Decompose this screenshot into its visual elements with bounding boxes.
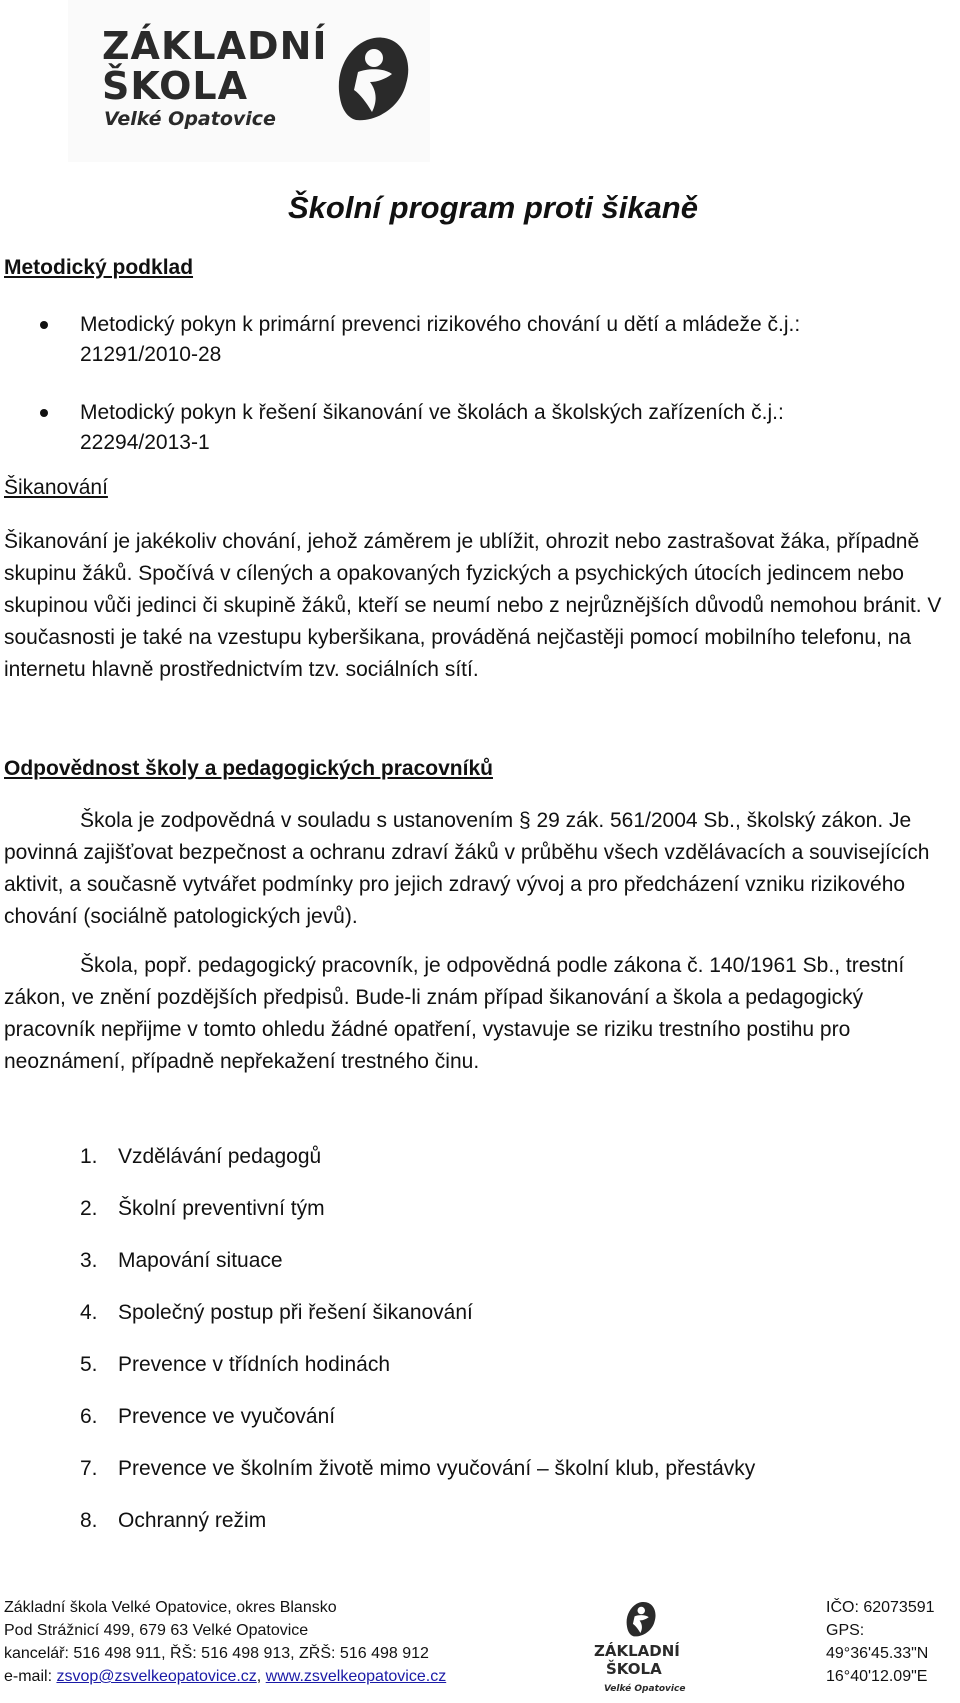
responsibility-paragraph-1: Škola je zodpovědná v souladu s ustanovením § 29 zák. 561/2004 Sb., školský zákon. Je povinná zajišťovat bezpečnost a ochranu zdraví žáků v průběhu všech vzdělávacích a souvisejících aktivit, a současně vytvářet podmínky pro jejich zdravý vývoj a pro předcházení vzniku rizikového chování (sociálně patologických jevů). — [4, 809, 930, 928]
item-text: Prevence ve vyučování — [118, 1405, 336, 1428]
footer-logo-line3: Velké Opatovice — [604, 1684, 686, 1694]
item-number: 3. — [80, 1249, 98, 1272]
item-number: 4. — [80, 1301, 98, 1324]
web-link[interactable]: www.zsvelkeopatovice.cz — [265, 1668, 447, 1685]
methodology-list — [0, 310, 900, 486]
item-number: 5. — [80, 1353, 98, 1376]
footer-address-line2: Pod Strážnicí 499, 679 63 Velké Opatovice — [4, 1622, 309, 1639]
bullet-icon — [40, 409, 48, 417]
item-text: Vzdělávání pedagogů — [118, 1145, 322, 1168]
list-item — [0, 310, 900, 370]
responsibility-heading: Odpovědnost školy a pedagogických pracovníků — [4, 757, 493, 780]
item-number: 1. — [80, 1145, 98, 1168]
link-separator: , — [256, 1668, 266, 1685]
footer-logo-line1: ZÁKLADNÍ — [594, 1642, 680, 1660]
page-title: Školní program proti šikaně — [288, 190, 698, 225]
item-number: 8. — [80, 1509, 98, 1532]
item-line: Metodický pokyn k řešení šikanování ve školách a školských zařízeních č.j.: — [80, 401, 784, 424]
school-logo — [68, 0, 430, 162]
responsibility-paragraph-2: Škola, popř. pedagogický pracovník, je odpovědná podle zákona č. 140/1961 Sb., trestní zákon, ve znění pozdějších předpisů. Bude-li znám případ šikanování a škola a pedagogický pracovník nepřijme v tomto ohledu žádné opatření, vystavuje se riziku trestního postihu pro neoznámení, případně nepřekažení trestného činu. — [4, 954, 905, 1073]
footer-gps-lon: 16°40'12.09"E — [826, 1668, 928, 1685]
item-text: Prevence ve školním životě mimo vyučování – školní klub, přestávky — [118, 1457, 756, 1480]
footer-phones: kancelář: 516 498 911, ŘŠ: 516 498 913, ZŘŠ: 516 498 912 — [4, 1645, 429, 1662]
email-link[interactable]: zsvop@zsvelkeopatovice.cz — [56, 1668, 257, 1685]
item-line: 21291/2010-28 — [80, 343, 222, 366]
page-footer — [0, 1596, 960, 1703]
item-line: 22294/2013-1 — [80, 431, 210, 454]
footer-ico: IČO: 62073591 — [826, 1599, 935, 1616]
bullet-icon — [40, 321, 48, 329]
item-text: Prevence v třídních hodinách — [118, 1353, 390, 1376]
item-number: 7. — [80, 1457, 98, 1480]
item-line: Metodický pokyn k primární prevenci rizikového chování u dětí a mládeže č.j.: — [80, 313, 801, 336]
logo-line3: Velké Opatovice — [104, 108, 276, 130]
footer-logo — [580, 1596, 700, 1700]
bullying-heading: Šikanování — [4, 476, 108, 499]
email-label: e-mail: — [4, 1668, 57, 1685]
methodology-heading: Metodický podklad — [4, 256, 194, 279]
item-number: 6. — [80, 1405, 98, 1428]
item-text: Společný postup při řešení šikanování — [118, 1301, 473, 1324]
footer-gps-label: GPS: — [826, 1622, 865, 1639]
footer-address-line1: Základní škola Velké Opatovice, okres Blansko — [4, 1599, 337, 1616]
footer-links — [4, 1665, 446, 1688]
school-emblem-icon — [622, 1598, 658, 1638]
item-text: Ochranný režim — [118, 1509, 267, 1532]
logo-line2: ŠKOLA — [102, 64, 249, 108]
item-number: 2. — [80, 1197, 98, 1220]
bullying-text: Šikanování je jakékoliv chování, jehož záměrem je ublížit, ohrozit nebo zastrašovat žáka, případně skupinu žáků. Spočívá v cílených a opakovaných fyzických a psychických útocích jedincem nebo skupinou vůči jedinci či skupině žáků, kteří se neumí nebo z nejrůznějších důvodů nemohou bránit. V současnosti je také na vzestupu kyberšikana, prováděná nejčastěji pomocí mobilního telefonu, na internetu hlavně prostřednictvím tzv. sociálních sítí. — [4, 530, 942, 681]
footer-logo-line2: ŠKOLA — [606, 1660, 662, 1678]
item-text: Školní preventivní tým — [118, 1197, 325, 1220]
school-emblem-icon — [330, 28, 412, 124]
item-text: Mapování situace — [118, 1249, 283, 1272]
footer-ids — [826, 1596, 935, 1688]
footer-gps-lat: 49°36'45.33"N — [826, 1645, 929, 1662]
logo-line1: ZÁKLADNÍ — [102, 24, 328, 68]
list-item — [0, 398, 900, 458]
footer-contact — [4, 1596, 446, 1688]
